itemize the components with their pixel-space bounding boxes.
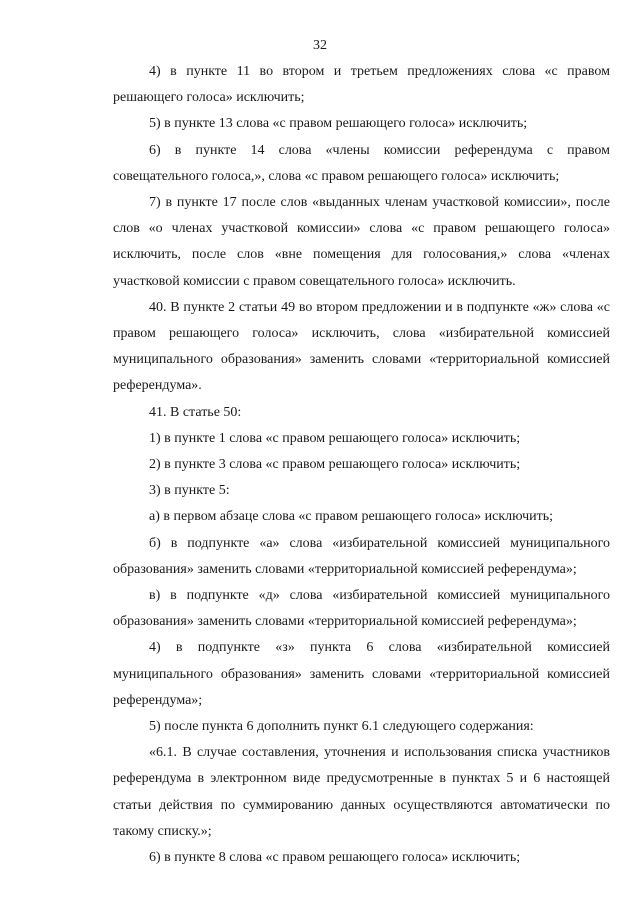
paragraph-subitem-3: 3) в пункте 5: bbox=[149, 483, 230, 499]
paragraph-quote-6-1: «6.1. В случае составления, уточнения и использования списка участников референдума в электронном виде предусмотренные в пунктах 5 и 6 настоящей статьи действия по суммированию данных осуществляются автоматически по такому списку.»; bbox=[113, 745, 610, 839]
paragraph-item-5: 5) в пункте 13 слова «с правом решающего голоса» исключить; bbox=[149, 116, 528, 132]
document-body bbox=[113, 59, 610, 871]
paragraph-subitem-2: 2) в пункте 3 слова «с правом решающего голоса» исключить; bbox=[149, 457, 521, 473]
paragraph-subitem-b: б) в подпункте «а» слова «избирательной комиссией муниципального образования» заменить словами «территориальной комиссией референдума»; bbox=[113, 535, 610, 577]
page-number: 32 bbox=[313, 38, 327, 53]
paragraph-subitem-4: 4) в подпункте «з» пункта 6 слова «избирательной комиссией муниципального образования» заменить словами «территориальной комиссией референдума»; bbox=[113, 640, 610, 708]
paragraph-item-4: 4) в пункте 11 во втором и третьем предложениях слова «с правом решающего голоса» исключить; bbox=[113, 64, 610, 106]
paragraph-subitem-5: 5) после пункта 6 дополнить пункт 6.1 следующего содержания: bbox=[149, 719, 534, 735]
paragraph-subitem-6: 6) в пункте 8 слова «с правом решающего голоса» исключить; bbox=[149, 850, 521, 866]
paragraph-item-7: 7) в пункте 17 после слов «выданных членам участковой комиссии», после слов «о членах участковой комиссии» слова «с правом решающего голоса» исключить, после слов «вне помещения для голосования,» слова «членах участковой комиссии с правом совещательного голоса» исключить. bbox=[113, 195, 610, 289]
paragraph-item-40: 40. В пункте 2 статьи 49 во втором предложении и в подпункте «ж» слова «с правом решающего голоса» исключить, слова «избирательной комиссией муниципального образования» заменить словами «территориальной комиссией референдума». bbox=[113, 299, 610, 394]
paragraph-item-6: 6) в пункте 14 слова «члены комиссии референдума с правом совещательного голоса,», слова «с правом решающего голоса» исключить; bbox=[113, 142, 610, 184]
paragraph-subitem-1: 1) в пункте 1 слова «с правом решающего голоса» исключить; bbox=[149, 430, 521, 446]
paragraph-subitem-v: в) в подпункте «д» слова «избирательной комиссией муниципального образования» заменить словами «территориальной комиссией референдума»; bbox=[113, 588, 610, 630]
paragraph-subitem-a: а) в первом абзаце слова «с правом решающего голоса» исключить; bbox=[149, 509, 553, 525]
paragraph-item-41: 41. В статье 50: bbox=[149, 404, 242, 420]
